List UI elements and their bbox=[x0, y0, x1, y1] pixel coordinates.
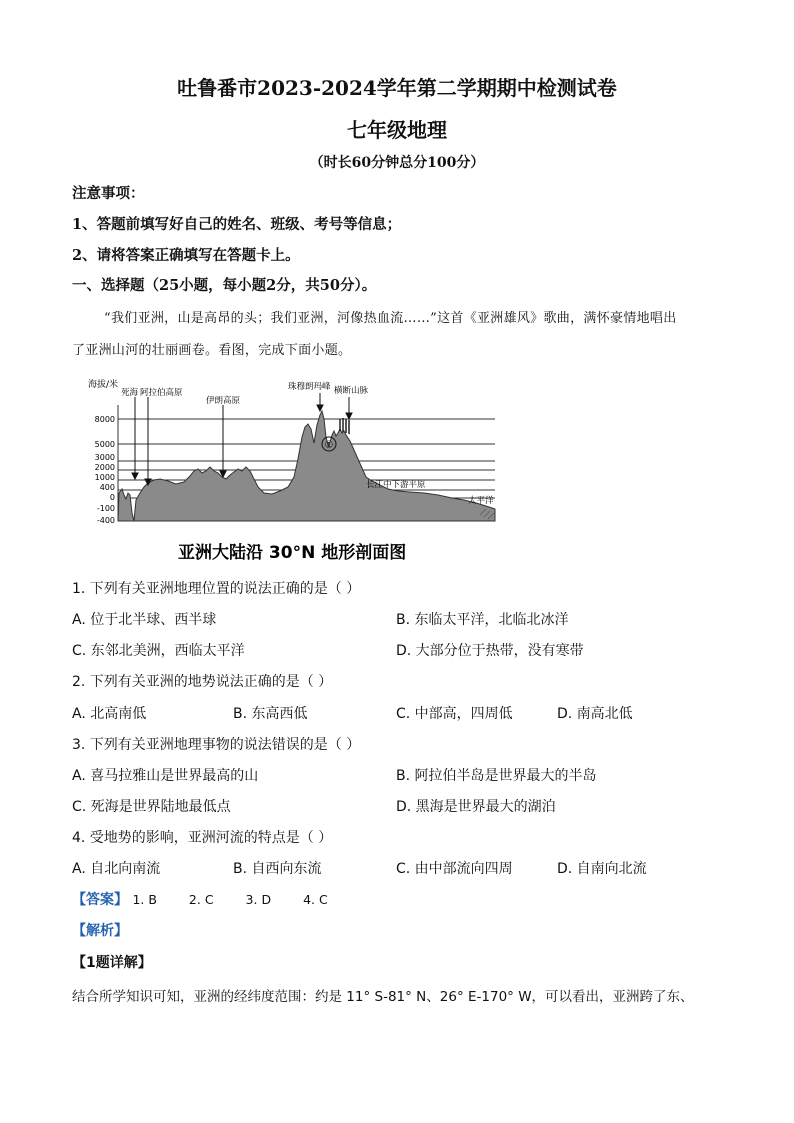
label-hengduan: 横断山脉 bbox=[334, 386, 369, 396]
label-everest: 珠穆朗玛峰 bbox=[288, 382, 331, 392]
answer-value: 3. D bbox=[245, 892, 272, 907]
label-yangtze-plain: 长江中下游平原 bbox=[366, 480, 426, 490]
marker-label: ① bbox=[324, 440, 334, 451]
question-1-option-d[interactable]: D. 大部分位于热带，没有寒带 bbox=[396, 643, 584, 659]
label-arabian-plateau: 阿拉伯高原 bbox=[140, 388, 183, 398]
question-4-option-a[interactable]: A. 自北向南流 bbox=[72, 861, 161, 877]
exam-title: 吐鲁番市2023-2024学年第二学期期中检测试卷 bbox=[177, 76, 617, 100]
label-dead-sea: 死海 bbox=[121, 388, 139, 398]
question-4-stem: 4. 受地势的影响，亚洲河流的特点是（ ） bbox=[72, 830, 333, 846]
question-2-option-d[interactable]: D. 南高北低 bbox=[557, 706, 633, 722]
question-1-option-b[interactable]: B. 东临太平洋，北临北冰洋 bbox=[396, 612, 569, 628]
label-pacific: 太平洋 bbox=[468, 496, 494, 506]
tick-label: -100 bbox=[96, 504, 115, 513]
analysis-text: 结合所学知识可知，亚洲的经纬度范围：约是 11° S-81° N、26° E-170° W，可以看出，亚洲跨了东、 bbox=[72, 989, 694, 1005]
tick-label: 0 bbox=[109, 493, 115, 502]
question-2-option-c[interactable]: C. 中部高，四周低 bbox=[396, 706, 513, 722]
answer-value: 2. C bbox=[188, 892, 214, 907]
answer-tag: 【答案】 bbox=[72, 892, 128, 908]
tick-labels bbox=[95, 415, 115, 525]
label-iran-plateau: 伊朗高原 bbox=[206, 396, 241, 406]
question-1-option-c[interactable]: C. 东邻北美洲，西临太平洋 bbox=[72, 643, 245, 659]
intro-line-1: “我们亚洲，山是高昂的头；我们亚洲，河像热血流……”这首《亚洲雄风》歌曲，满怀豪情地唱出 bbox=[104, 311, 677, 326]
question-4-option-b[interactable]: B. 自西向东流 bbox=[233, 861, 322, 877]
detail-heading: 【1题详解】 bbox=[72, 955, 152, 971]
tick-label: 2000 bbox=[94, 463, 115, 472]
intro-line-2: 了亚洲山河的壮丽画卷。看图，完成下面小题。 bbox=[72, 343, 352, 358]
answer-value: 4. C bbox=[303, 892, 328, 907]
question-4-option-c[interactable]: C. 由中部流向四周 bbox=[396, 861, 513, 877]
question-3-option-b[interactable]: B. 阿拉伯半岛是世界最大的半岛 bbox=[396, 768, 597, 784]
terrain-profile-svg bbox=[88, 375, 498, 565]
question-1-stem: 1. 下列有关亚洲地理位置的说法正确的是（ ） bbox=[72, 581, 361, 597]
question-3-option-a[interactable]: A. 喜马拉雅山是世界最高的山 bbox=[72, 768, 259, 784]
question-2-stem: 2. 下列有关亚洲的地势说法正确的是（ ） bbox=[72, 674, 333, 690]
question-1-option-a[interactable]: A. 位于北半球、西半球 bbox=[72, 612, 217, 628]
section-heading: 一、选择题（25小题，每小题2分，共50分）。 bbox=[72, 277, 377, 294]
tick-label: 5000 bbox=[94, 440, 115, 449]
question-3-option-c[interactable]: C. 死海是世界陆地最低点 bbox=[72, 799, 231, 815]
terrain-profile-figure bbox=[88, 375, 498, 569]
notice-heading: 注意事项： bbox=[72, 185, 145, 202]
terrain-area bbox=[118, 411, 495, 521]
tick-label: 1000 bbox=[94, 473, 115, 482]
exam-duration: （时长60分钟总分100分） bbox=[309, 155, 485, 171]
tick-label: -400 bbox=[96, 516, 115, 525]
question-3-stem: 3. 下列有关亚洲地理事物的说法错误的是（ ） bbox=[72, 737, 361, 753]
question-2-option-a[interactable]: A. 北高南低 bbox=[72, 706, 147, 722]
question-3-option-d[interactable]: D. 黑海是世界最大的湖泊 bbox=[396, 799, 556, 815]
figure-caption: 亚洲大陆沿 30°N 地形剖面图 bbox=[178, 543, 407, 563]
answer-value: 1. B bbox=[132, 892, 157, 907]
notice-item-1: 1、答题前填写好自己的姓名、班级、考号等信息； bbox=[72, 216, 402, 233]
tick-label: 3000 bbox=[94, 453, 115, 462]
question-2-option-b[interactable]: B. 东高西低 bbox=[233, 706, 308, 722]
axis-title: 海拔/米 bbox=[88, 380, 119, 390]
analysis-tag: 【解析】 bbox=[72, 923, 128, 939]
tick-label: 400 bbox=[99, 483, 115, 492]
notice-item-2: 2、请将答案正确填写在答题卡上。 bbox=[72, 247, 300, 264]
answer-values bbox=[132, 892, 355, 907]
exam-subject: 七年级地理 bbox=[347, 118, 447, 142]
answer-line bbox=[72, 889, 356, 909]
question-4-option-d[interactable]: D. 自南向北流 bbox=[557, 861, 647, 877]
tick-label: 8000 bbox=[94, 415, 115, 424]
